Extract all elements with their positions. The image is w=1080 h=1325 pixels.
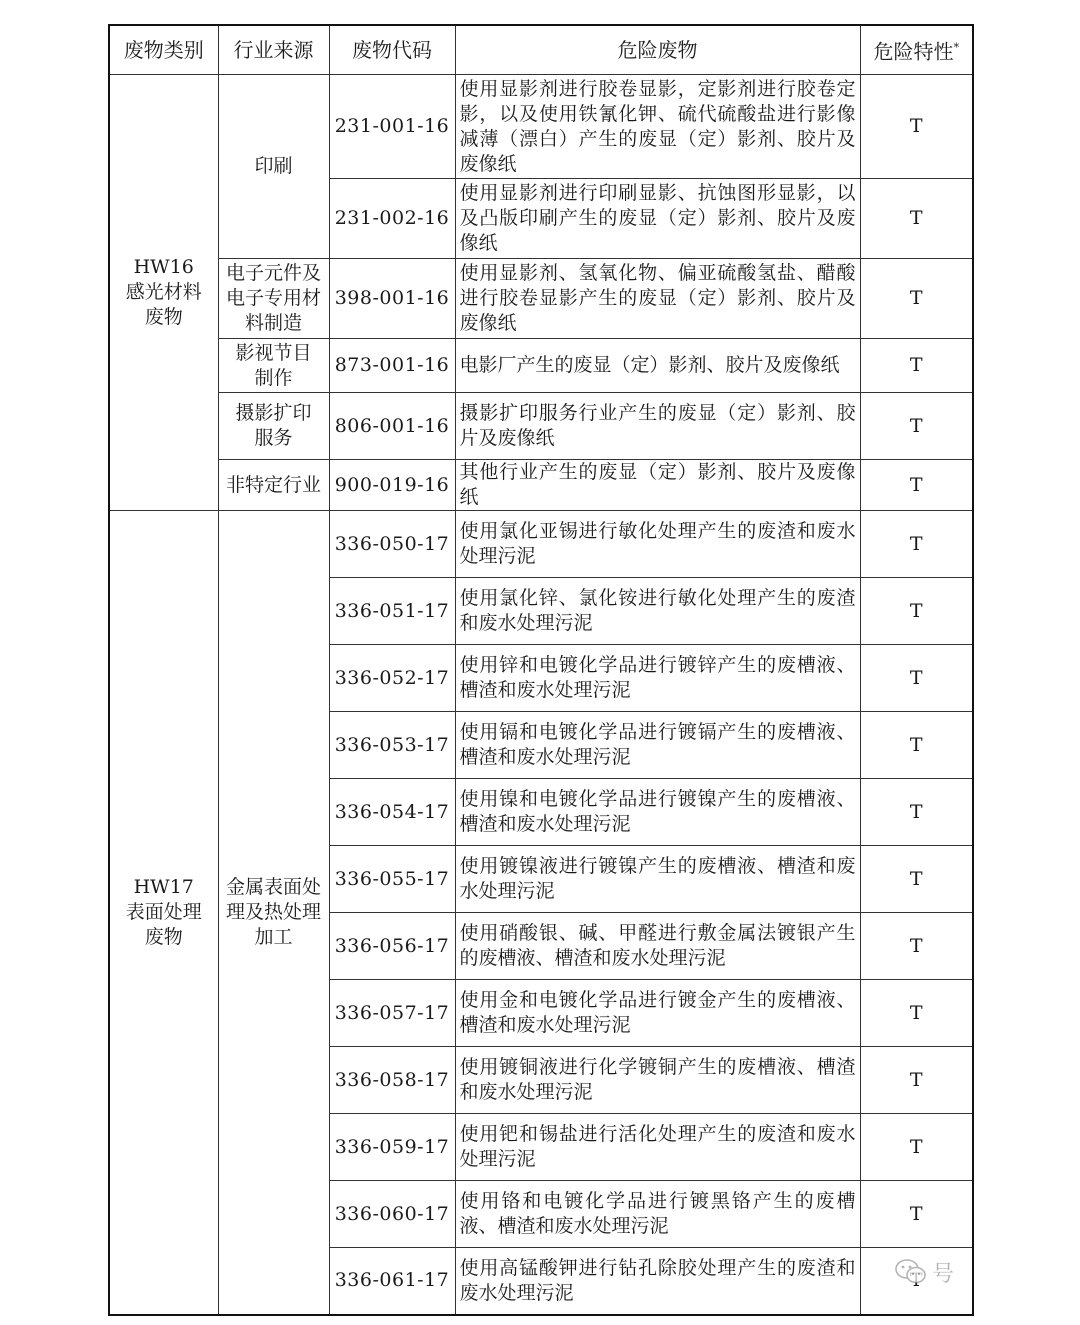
industry-source-cell: 摄影扩印 服务 (218, 393, 329, 460)
waste-description-cell: 电影厂产生的废显（定）影剂、胶片及废像纸 (455, 339, 860, 393)
hazard-property-cell: T (860, 511, 973, 578)
industry-source-cell: 影视节目 制作 (218, 339, 329, 393)
waste-description-cell: 使用高锰酸钾进行钻孔除胶处理产生的废渣和废水处理污泥 (455, 1248, 860, 1315)
header-source: 行业来源 (218, 25, 329, 75)
waste-description-cell: 使用镉和电镀化学品进行镀镉产生的废槽液、槽渣和废水处理污泥 (455, 712, 860, 779)
hazard-property-cell: T (860, 913, 973, 980)
waste-code-cell: 336-058-17 (329, 1047, 455, 1114)
waste-description-cell: 使用金和电镀化学品进行镀金产生的废槽液、槽渣和废水处理污泥 (455, 980, 860, 1047)
hazard-property-cell: T (860, 393, 973, 460)
waste-description-cell: 使用镀铜液进行化学镀铜产生的废槽液、槽渣和废水处理污泥 (455, 1047, 860, 1114)
waste-description-cell: 使用氯化锌、氯化铵进行敏化处理产生的废渣和废水处理污泥 (455, 578, 860, 645)
hazard-property-cell: T (860, 1047, 973, 1114)
waste-description-cell: 使用显影剂进行印刷显影、抗蚀图形显影，以及凸版印刷产生的废显（定）影剂、胶片及废像纸 (455, 179, 860, 259)
hazard-property-cell: T (860, 179, 973, 259)
waste-description-cell: 其他行业产生的废显（定）影剂、胶片及废像纸 (455, 460, 860, 511)
table-row (109, 393, 973, 460)
waste-code-cell: 231-001-16 (329, 75, 455, 179)
table-header-row (109, 25, 973, 75)
table-row (109, 460, 973, 511)
hazard-property-cell: T (860, 779, 973, 846)
hazardous-waste-table (108, 24, 974, 1316)
waste-description-cell: 使用镍和电镀化学品进行镀镍产生的废槽液、槽渣和废水处理污泥 (455, 779, 860, 846)
waste-code-cell: 336-057-17 (329, 980, 455, 1047)
waste-category-cell: HW16 感光材料 废物 (109, 75, 218, 511)
waste-code-cell: 900-019-16 (329, 460, 455, 511)
header-category: 废物类别 (109, 25, 218, 75)
waste-code-cell: 336-050-17 (329, 511, 455, 578)
hazard-property-cell: T (860, 75, 973, 179)
wechat-icon (894, 1257, 928, 1287)
industry-source-cell: 金属表面处理及热处理加工 (218, 511, 329, 1315)
table-row (109, 339, 973, 393)
hazard-property-cell: T (860, 259, 973, 339)
hazard-property-cell: T (860, 339, 973, 393)
waste-code-cell: 336-052-17 (329, 645, 455, 712)
hazard-property-cell: T (860, 1181, 973, 1248)
table-body (109, 75, 973, 1315)
table-row (109, 75, 973, 179)
hazard-property-cell: T (860, 980, 973, 1047)
header-code: 废物代码 (329, 25, 455, 75)
waste-description-cell: 使用锌和电镀化学品进行镀锌产生的废槽液、槽渣和废水处理污泥 (455, 645, 860, 712)
hazard-property-cell: T (860, 460, 973, 511)
waste-description-cell: 使用氯化亚锡进行敏化处理产生的废渣和废水处理污泥 (455, 511, 860, 578)
waste-code-cell: 336-053-17 (329, 712, 455, 779)
hazard-property-cell: T (860, 645, 973, 712)
waste-code-cell: 336-059-17 (329, 1114, 455, 1181)
waste-code-cell: 806-001-16 (329, 393, 455, 460)
waste-code-cell: 336-061-17 (329, 1248, 455, 1315)
waste-description-cell: 使用铬和电镀化学品进行镀黑铬产生的废槽液、槽渣和废水处理污泥 (455, 1181, 860, 1248)
waste-category-cell: HW17 表面处理 废物 (109, 511, 218, 1315)
header-property (860, 25, 973, 75)
table-row (109, 259, 973, 339)
waste-description-cell: 使用镀镍液进行镀镍产生的废槽液、槽渣和废水处理污泥 (455, 846, 860, 913)
header-property-mark: * (953, 41, 959, 55)
waste-code-cell: 398-001-16 (329, 259, 455, 339)
waste-code-cell: 336-056-17 (329, 913, 455, 980)
hazard-property-cell: T (860, 578, 973, 645)
hazard-property-cell: T (860, 712, 973, 779)
waste-code-cell: 336-051-17 (329, 578, 455, 645)
industry-source-cell: 非特定行业 (218, 460, 329, 511)
industry-source-cell: 电子元件及电子专用材料制造 (218, 259, 329, 339)
waste-description-cell: 使用显影剂进行胶卷显影，定影剂进行胶卷定影，以及使用铁氰化钾、硫代硫酸盐进行影像减薄（漂白）产生的废显（定）影剂、胶片及废像纸 (455, 75, 860, 179)
industry-source-cell: 印刷 (218, 75, 329, 259)
header-property-label: 危险特性 (873, 39, 954, 64)
hazard-property-cell: T (860, 846, 973, 913)
waste-code-cell: 336-055-17 (329, 846, 455, 913)
table-row (109, 511, 973, 578)
waste-code-cell: 231-002-16 (329, 179, 455, 259)
watermark-text: 号 (932, 1261, 956, 1287)
waste-code-cell: 336-054-17 (329, 779, 455, 846)
header-waste: 危险废物 (455, 25, 860, 75)
waste-code-cell: 873-001-16 (329, 339, 455, 393)
waste-description-cell: 摄影扩印服务行业产生的废显（定）影剂、胶片及废像纸 (455, 393, 860, 460)
hazard-property-cell: T (860, 1114, 973, 1181)
waste-description-cell: 使用显影剂、氢氧化物、偏亚硫酸氢盐、醋酸进行胶卷显影产生的废显（定）影剂、胶片及废像纸 (455, 259, 860, 339)
waste-description-cell: 使用钯和锡盐进行活化处理产生的废渣和废水处理污泥 (455, 1114, 860, 1181)
watermark (894, 1255, 955, 1289)
waste-description-cell: 使用硝酸银、碱、甲醛进行敷金属法镀银产生的废槽液、槽渣和废水处理污泥 (455, 913, 860, 980)
waste-code-cell: 336-060-17 (329, 1181, 455, 1248)
